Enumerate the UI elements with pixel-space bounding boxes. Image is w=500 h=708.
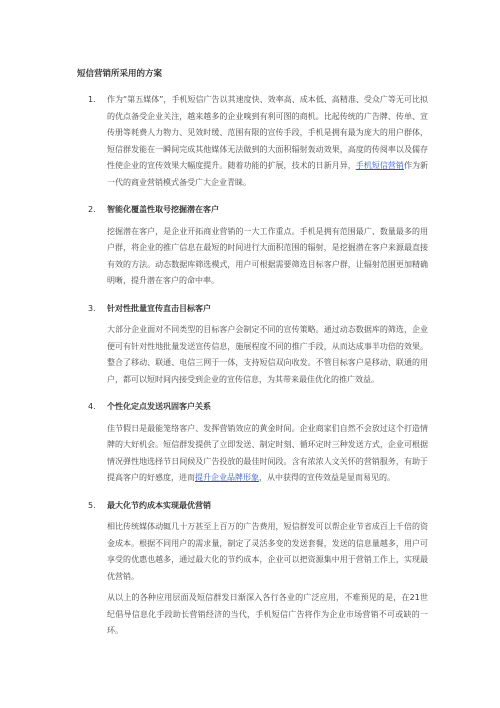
item-heading: 最大化节约成本实现最优营销 — [107, 500, 211, 510]
paragraph-text: ，从中获得的宣传效益是显而易见的。 — [259, 473, 395, 482]
item-heading: 针对性批量宣传直击目标客户 — [107, 303, 211, 313]
item-number: 3. — [88, 303, 96, 313]
paragraph-text: 佳节假日是最能笼络客户、发挥营销效应的黄金时间。企业商家们自然不会放过这个打造情牌的大好机会。短信群发提供了立即发送、制定时刻、循环定时三种发送方式，企业可根据情况弹性地选择节日间候及广告投放的最佳时间段。含有浓浓人文关怀的营销服务，有助于提高客户的好感度，进而 — [107, 423, 428, 482]
numbered-list — [88, 92, 428, 651]
document-title: 短信营销所采用的方案 — [77, 69, 163, 79]
item-number: 2. — [88, 205, 96, 214]
list-item — [88, 202, 428, 290]
item-paragraph — [107, 590, 428, 640]
item-heading: 个性化定点发送巩固客户关系 — [107, 402, 211, 411]
brand-image-link[interactable]: 提升企业品牌形象 — [195, 473, 259, 482]
list-item — [88, 399, 428, 487]
item-heading: 智能化覆盖性取号挖掘潜在客户 — [107, 205, 219, 214]
paragraph-text: 作为新一代的商业营销模式备受广大企业青睐。 — [107, 161, 429, 187]
paragraph-text: 从以上的各种应用层面及短信群发日渐深入各行各业的广泛应用，不难预见的是，在21世纪倡导信息化手段助长营销经济的当代，手机短信广告将作为企业市场营销不可或缺的一环。 — [107, 593, 428, 635]
item-paragraph — [107, 421, 428, 487]
paragraph-text: 挖掘潜在客户，是企业开拓商业营销的一大工作重点。手机是拥有范围最广、数量最多的用户群，将企业的推广信息在最短的时间进行大面积范围的辐射，是挖掘潜在客户来源最直接有效的方法。动态数据库筛选模式，用户可根据需要筛选目标客户群，让辐射范围更加精确明晰，提升潜在客户的命中率。 — [107, 226, 428, 285]
list-item — [88, 498, 428, 640]
item-paragraph — [107, 519, 428, 585]
paragraph-text: 大部分企业面对不同类型的目标客户会制定不同的宣传策略。通过动态数据库的筛选，企业便可有针对性地批量发送宣传信息，施展程度不同的推广手段，从而达成事半功倍的效果。整合了移动、联通、电信三网于一体，支持短信双向收发。不管目标客户是移动、联通的用户，都可以短时间内接受到企业的宣传信息，为其带来最佳优化的推广效益。 — [107, 325, 428, 384]
list-item — [88, 92, 428, 191]
item-paragraph — [107, 322, 428, 388]
sms-marketing-link[interactable]: 手机短信营销 — [355, 161, 404, 170]
paragraph-text: 相比传统媒体动辄几十万甚至上百万的广告费用，短信群发可以帮企业节省成百上千倍的资金成本。根据不同用户的需求量，制定了灵活多变的发送套餐，发送的信息量越多，用户可享受的优惠也越多，通过最大化的节约成本，企业可以把资源集中用于营销工作上，实现最优营销。 — [107, 522, 428, 581]
item-number: 5. — [88, 500, 96, 510]
item-number: 4. — [88, 402, 96, 411]
item-number: 1. — [88, 95, 96, 104]
paragraph-text: 作为“第五媒体”，手机短信广告以其速度快、效率高、成本低、高精准、受众广等无可比拟的优点备受企业关注，越来越多的企业嗅到有利可图的商机。比起传统的广告牌、传单、宣传册等耗费人力物力、见效时缓、范围有限的宣传手段，手机是拥有最为庞大的用户群体，短信群发能在一瞬间完成其他媒体无法做到的大面积辐射轰动效果，高度的传阅率以及儒存性使企业的宣传效果大幅度提升。随着功能的扩展，技术的日新月异， — [107, 95, 428, 170]
item-paragraph — [107, 224, 428, 290]
item-paragraph — [107, 92, 428, 191]
list-item — [88, 301, 428, 389]
